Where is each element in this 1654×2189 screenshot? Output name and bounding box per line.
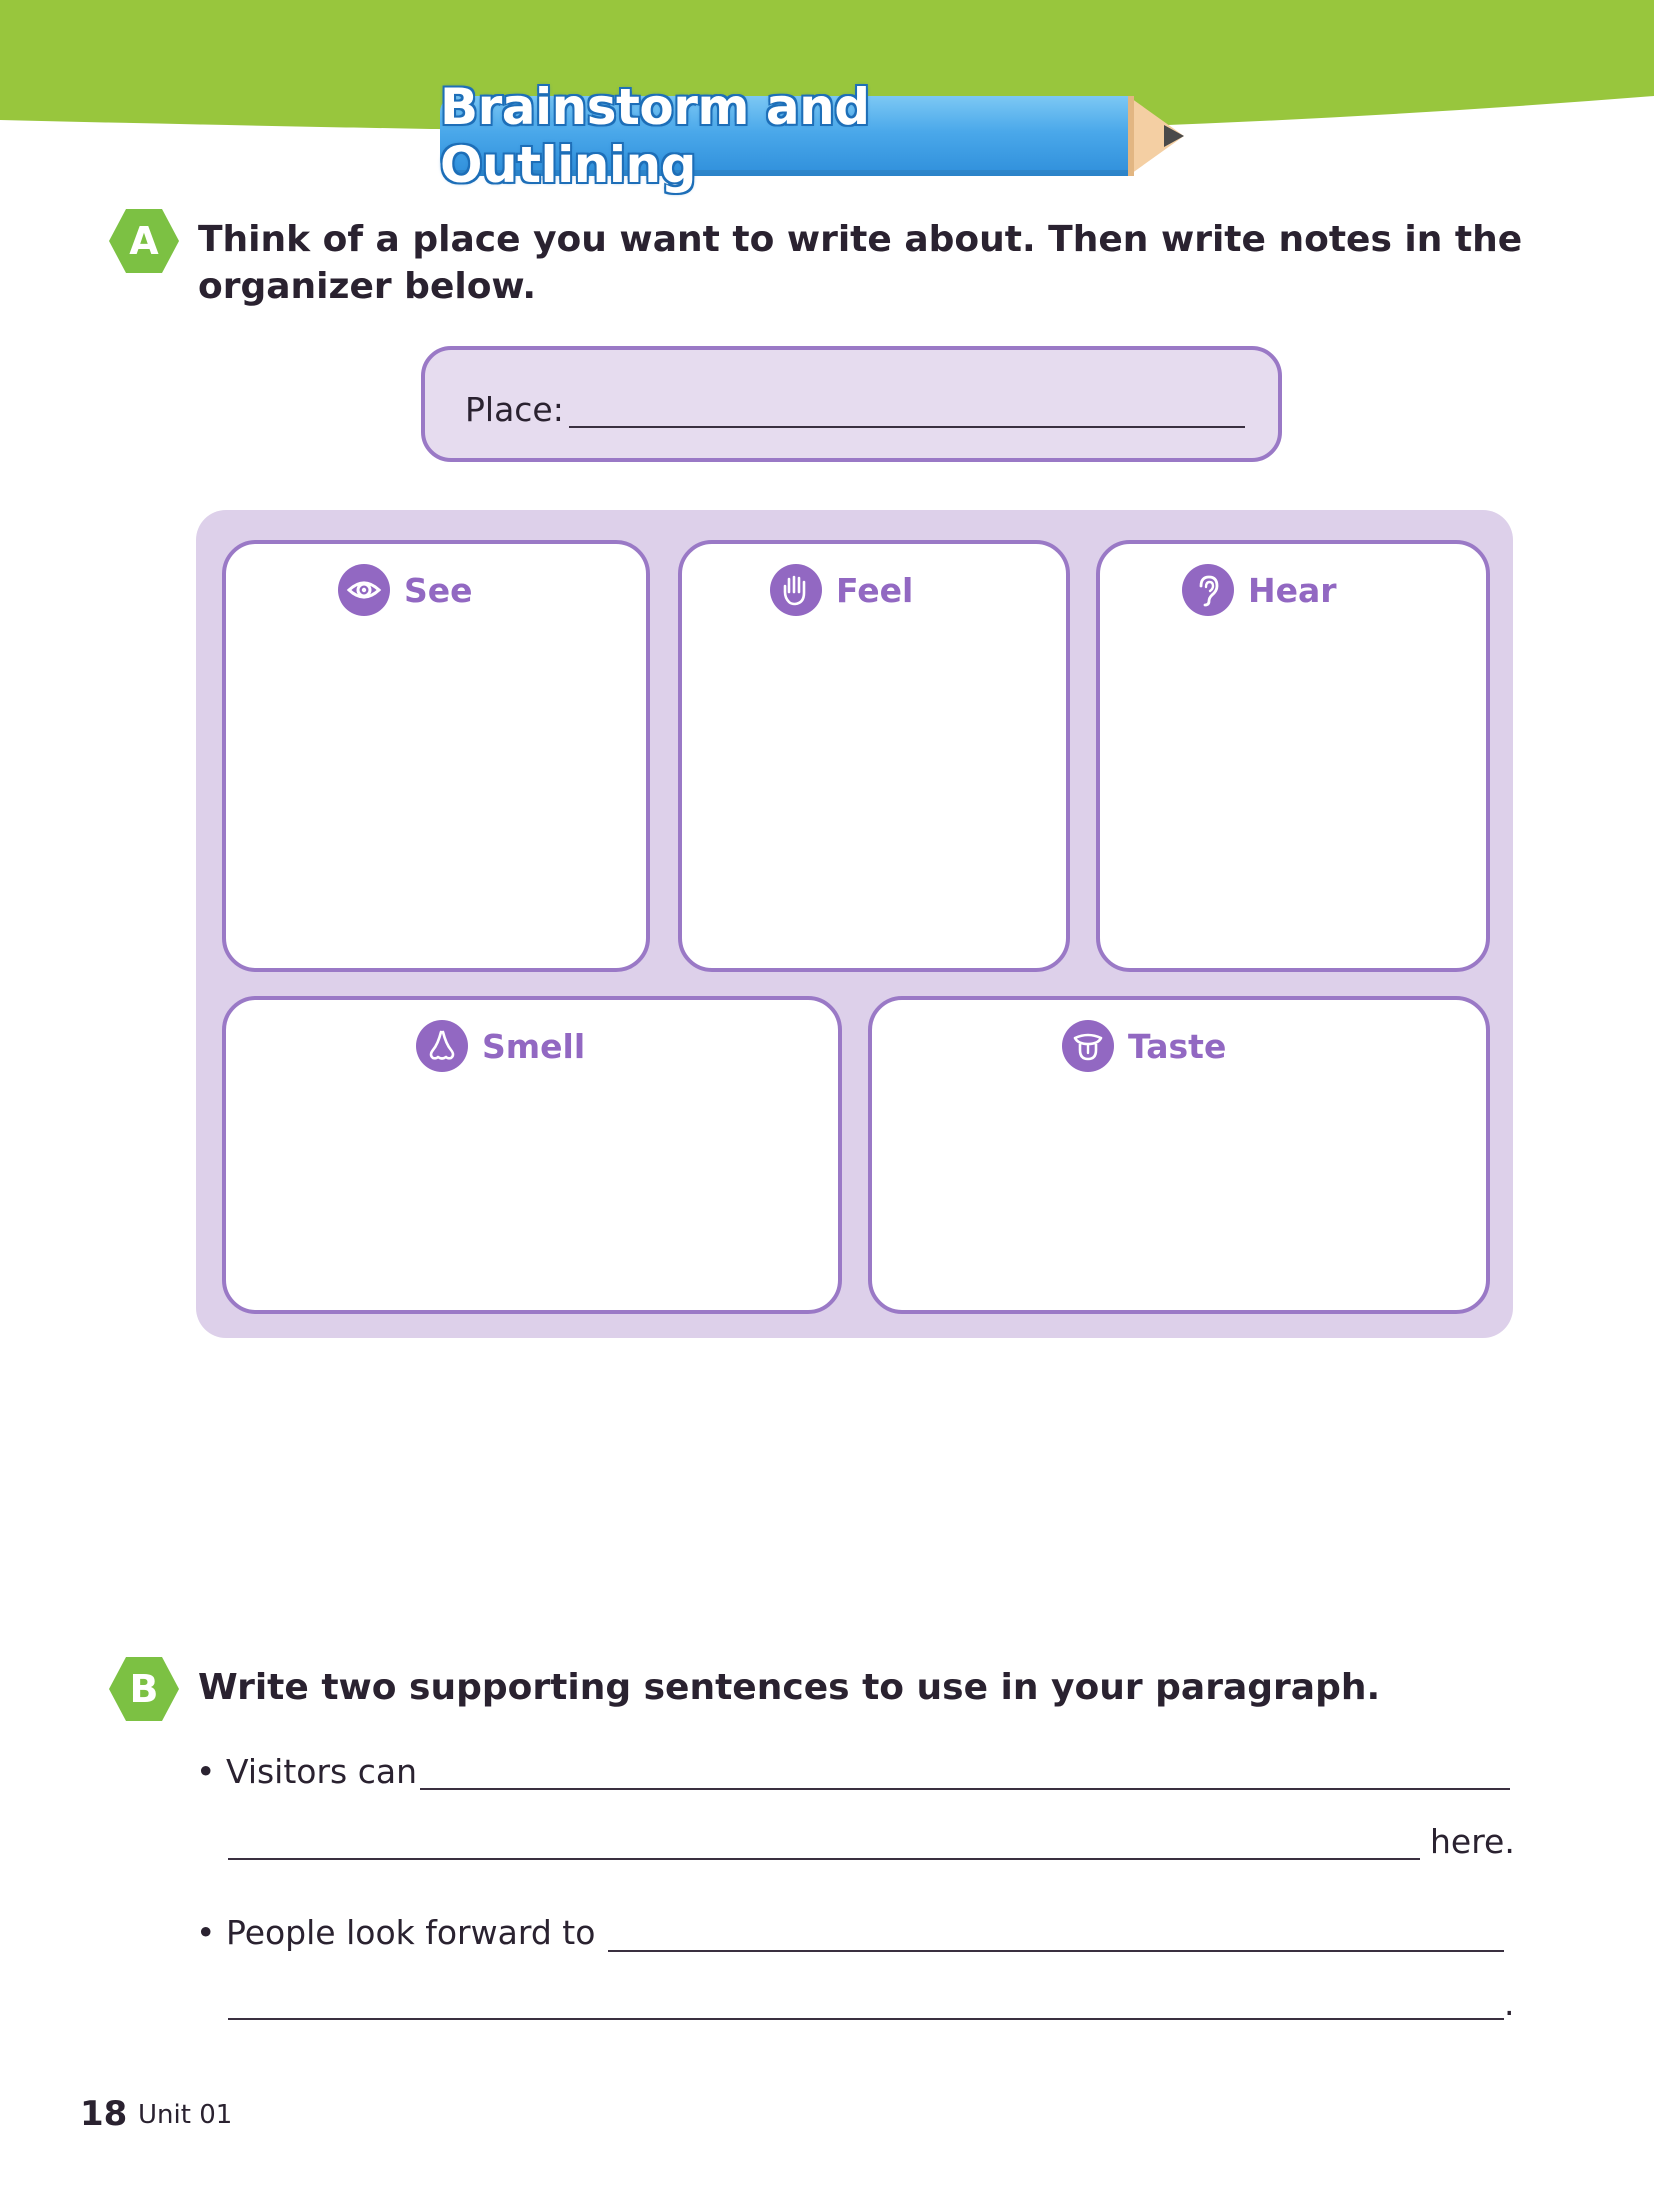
bullet-2-end: .	[1504, 1984, 1515, 2023]
smell-box[interactable]	[222, 996, 842, 1314]
bullet-2-line-2[interactable]	[228, 2018, 1504, 2020]
section-a-letter: A	[129, 219, 159, 263]
feel-heading	[770, 564, 913, 616]
page-title: Brainstorm and Outlining	[440, 78, 870, 194]
hear-box[interactable]	[1096, 540, 1490, 972]
smell-label: Smell	[482, 1026, 586, 1066]
bullet-2-line-1[interactable]	[608, 1950, 1504, 1952]
taste-box[interactable]	[868, 996, 1490, 1314]
hear-heading	[1182, 564, 1337, 616]
bullet-1-end: here.	[1430, 1822, 1515, 1861]
sense-organizer	[196, 510, 1513, 1338]
smell-heading	[416, 1020, 585, 1072]
place-box	[421, 346, 1282, 462]
taste-label: Taste	[1128, 1026, 1227, 1066]
see-box[interactable]	[222, 540, 650, 972]
section-a-instruction-line2: organizer below.	[198, 266, 537, 307]
eye-icon	[338, 564, 390, 616]
section-a-badge	[108, 208, 180, 274]
nose-icon	[416, 1020, 468, 1072]
section-b-letter: B	[129, 1667, 159, 1711]
ear-icon	[1182, 564, 1234, 616]
bullet-2-text: • People look forward to	[196, 1913, 596, 1952]
place-write-line[interactable]	[569, 426, 1245, 428]
tongue-icon	[1062, 1020, 1114, 1072]
feel-label: Feel	[836, 570, 914, 610]
section-b-badge	[108, 1656, 180, 1722]
bullet-1-line-1[interactable]	[420, 1788, 1510, 1790]
bullet-1-start: Visitors can	[225, 1752, 418, 1791]
place-label: Place:	[465, 390, 564, 429]
hand-icon	[770, 564, 822, 616]
section-b-instruction: Write two supporting sentences to use in your paragraph.	[198, 1667, 1381, 1708]
hear-label: Hear	[1248, 570, 1337, 610]
section-a-instruction-line1: Think of a place you want to write about. Then write notes in the	[198, 219, 1523, 260]
taste-heading	[1062, 1020, 1226, 1072]
page-number: 18	[80, 2094, 128, 2134]
bullet-2-start: People look forward to	[225, 1913, 596, 1952]
see-label: See	[404, 570, 473, 610]
unit-label: Unit 01	[138, 2100, 233, 2130]
bullet-1-text: • Visitors can	[196, 1752, 418, 1791]
bullet-1-line-2[interactable]	[228, 1858, 1420, 1860]
see-heading	[338, 564, 473, 616]
pencil-tip-icon	[1128, 96, 1188, 176]
feel-box[interactable]	[678, 540, 1070, 972]
